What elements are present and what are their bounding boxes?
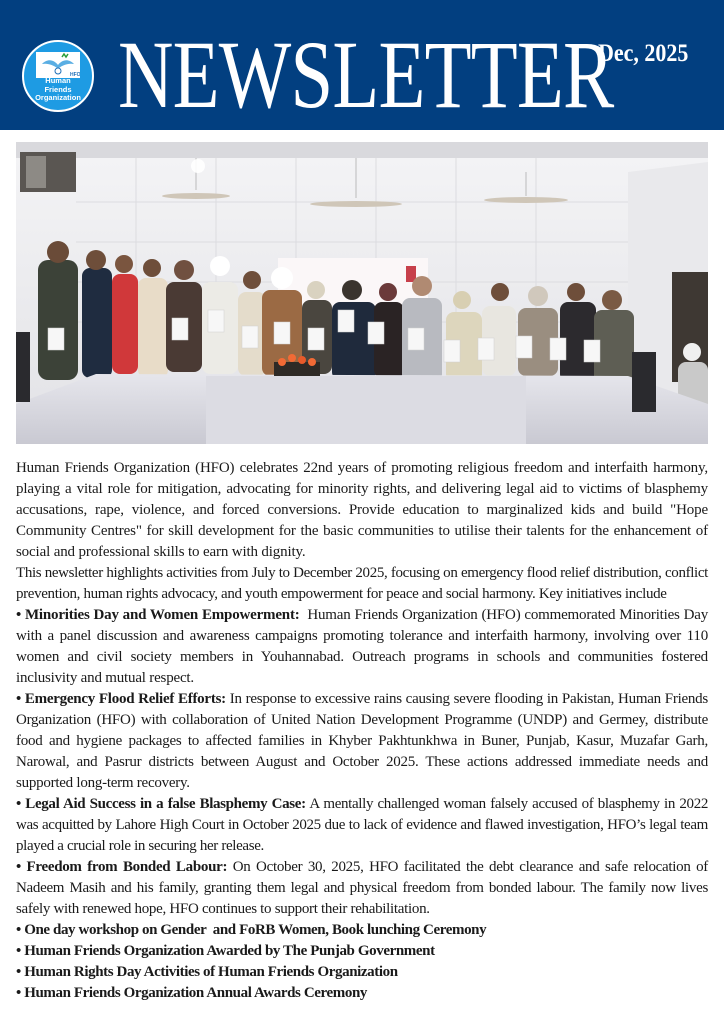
initiative-text: A mentally challenged woman falsely accused of blasphemy in 2022 was acquitted by Lahore High Court in October 2025 due to lack of evidence and flawed investigation, HFO’s legal team played a crucial role in securing her release.	[16, 796, 708, 854]
initiative-heading: • Freedom from Bonded Labour:	[16, 859, 228, 875]
initiative-item	[16, 857, 708, 920]
logo-line: Human	[45, 76, 71, 85]
intro-paragraph: Human Friends Organization (HFO) celebrates 22nd years of promoting religious freedom and interfaith harmony, playing a vital role for mitigation, advocating for minority rights, and delivering legal aid to victims of blasphemy accusations, rape, violence, and forced conversions. Provide education to marginalized kids and build "Hope Community Centres" for skill development for the basic communities to utilise their talents for the enhancement of social and professional skills to earn with dignity.	[16, 460, 708, 560]
initiative-item	[16, 794, 708, 857]
initiative-heading: • Minorities Day and Women Empowerment:	[16, 607, 300, 623]
initiative-item	[16, 605, 708, 689]
newsletter-title: NEWSLETTER	[118, 21, 614, 128]
initiative-heading: • Legal Aid Success in a false Blasphemy Case:	[16, 796, 306, 812]
logo-line: Organization	[35, 93, 81, 102]
group-photo	[16, 142, 708, 444]
article-body	[16, 458, 708, 1004]
issue-date: Dec, 2025	[598, 40, 689, 67]
highlight-item: • Human Friends Organization Awarded by The Punjab Government	[16, 943, 435, 959]
intro-paragraph: This newsletter highlights activities from July to December 2025, focusing on emergency flood relief distribution, conflict prevention, human rights advocacy, and youth empowerment for peace and social harmony. Key initiatives include	[16, 565, 708, 602]
initiative-item	[16, 689, 708, 794]
masthead	[0, 0, 724, 130]
logo-wordmark	[24, 77, 92, 103]
logo-line: Friends	[44, 84, 72, 94]
highlight-item: • Human Friends Organization Annual Awards Ceremony	[16, 985, 367, 1001]
initiative-text: Human Friends Organization (HFO) commemorated Minorities Day with a panel discussion and awareness campaigns promoting tolerance and interfaith harmony, involving over 110 women and civil society members in Youhannabad. Outreach programs in schools and communities fostered inclusivity and mutual respect.	[16, 607, 708, 686]
logo-badge-text: HFO	[70, 72, 80, 78]
hfo-logo	[22, 40, 94, 112]
highlight-item: • One day workshop on Gender and FoRB Women, Book lunching Ceremony	[16, 922, 487, 938]
dove-emblem-icon	[36, 52, 80, 78]
highlight-item: • Human Rights Day Activities of Human Friends Organization	[16, 964, 398, 980]
initiative-text: In response to excessive rains causing severe flooding in Pakistan, Human Friends Organization (HFO) with collaboration of United Nation Development Programme (UNDP) and Germey, distribute food and hygiene packages to affected families in Khyber Pakhtunkhwa in Buner, Punjab, Kasur, Muzafar Garh, Narowal, and Pasrur districts between August and October 2025. These actions addressed immediate needs and supported long-term recovery.	[16, 691, 708, 791]
initiative-heading: • Emergency Flood Relief Efforts:	[16, 691, 226, 707]
initiative-text: On October 30, 2025, HFO facilitated the debt clearance and safe relocation of Nadeem Masih and his family, granting them legal and physical freedom from bonded labour. The family now lives safely with renewed hope, HFO continues to support their rehabilitation.	[16, 859, 708, 917]
